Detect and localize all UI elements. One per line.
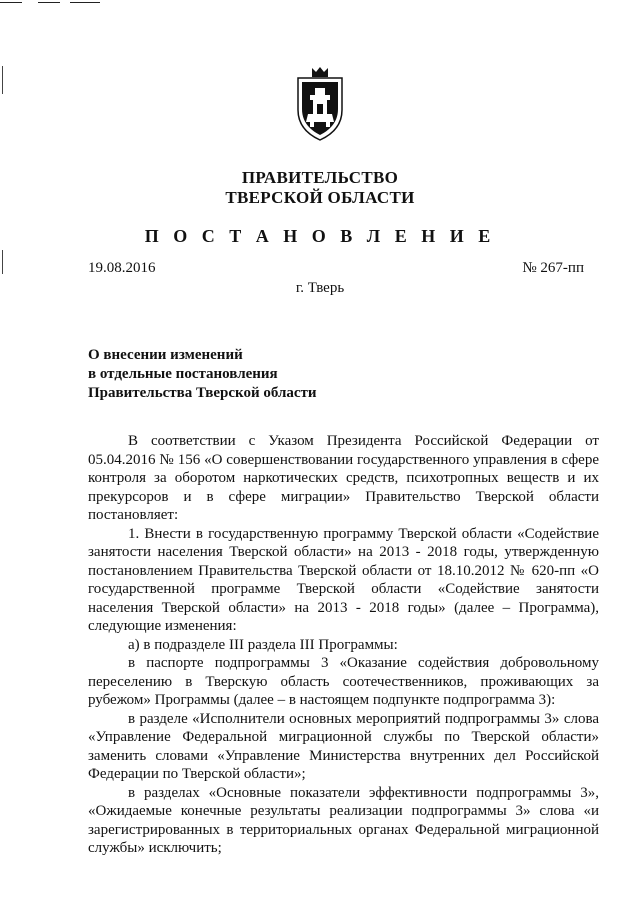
body-paragraph: 1. Внести в государственную программу Тверской области «Содействие занятости населения Тверской области» на 2013 - 2018 годы, утвержденную постановлением Правительства Тверской области от 18.10.2012 № 620-пп «О государственной программе Тверской области «Содействие занятости населения Тверской области» на 2013 - 2018 годы» (далее – Программа), следующие изменения: — [88, 525, 599, 634]
body-paragraph: в разделах «Основные показатели эффективности подпрограммы 3», «Ожидаемые конечные результаты реализации подпрограммы 3» слова «и зарегистрированных в территориальных органах Федеральной миграционной службы» исключить; — [88, 784, 599, 856]
document-city: г. Тверь — [295, 280, 345, 296]
body-paragraph: а) в подразделе III раздела III Программы: — [128, 636, 398, 653]
body-paragraph: В соответствии с Указом Президента Российской Федерации от 05.04.2016 № 156 «О совершенствовании государственного управления в сфере контроля за оборотом наркотических средств, психотропных веществ и их прекурсоров и в сфере миграции» Правительство Тверской области постановляет: — [88, 433, 599, 523]
scan-artifact — [70, 2, 100, 3]
org-name-line1: ПРАВИТЕЛЬСТВО — [241, 168, 399, 187]
scan-artifact — [2, 66, 3, 94]
subject-line: Правительства Тверской области — [88, 385, 317, 401]
org-name-line2: ТВЕРСКОЙ ОБЛАСТИ — [225, 188, 415, 207]
body-paragraph: в паспорте подпрограммы 3 «Оказание содействия добровольному переселению в Тверскую область соотечественников, проживающих за рубежом» Программы (далее – в настоящем подпункте подпрограмма 3): — [88, 655, 599, 708]
document-type: П О С Т А Н О В Л Е Н И Е — [144, 226, 496, 246]
scan-artifact — [2, 250, 3, 274]
document-body — [88, 432, 599, 858]
tver-region-coat-of-arms-icon — [290, 66, 350, 142]
document-subject — [88, 346, 317, 403]
subject-line: в отдельные постановления — [88, 366, 278, 382]
body-paragraph: в разделе «Исполнители основных мероприятий подпрограммы 3» слова «Управление Федеральной миграционной службы по Тверской области» заменить словами «Управление Министерства внутренних дел Российской Федерации по Тверской области»; — [88, 710, 599, 782]
scan-artifact — [38, 2, 60, 3]
document-number: № 267-пп — [522, 260, 584, 276]
scan-artifact — [0, 2, 22, 3]
document-date: 19.08.2016 — [88, 260, 156, 276]
subject-line: О внесении изменений — [88, 347, 243, 363]
